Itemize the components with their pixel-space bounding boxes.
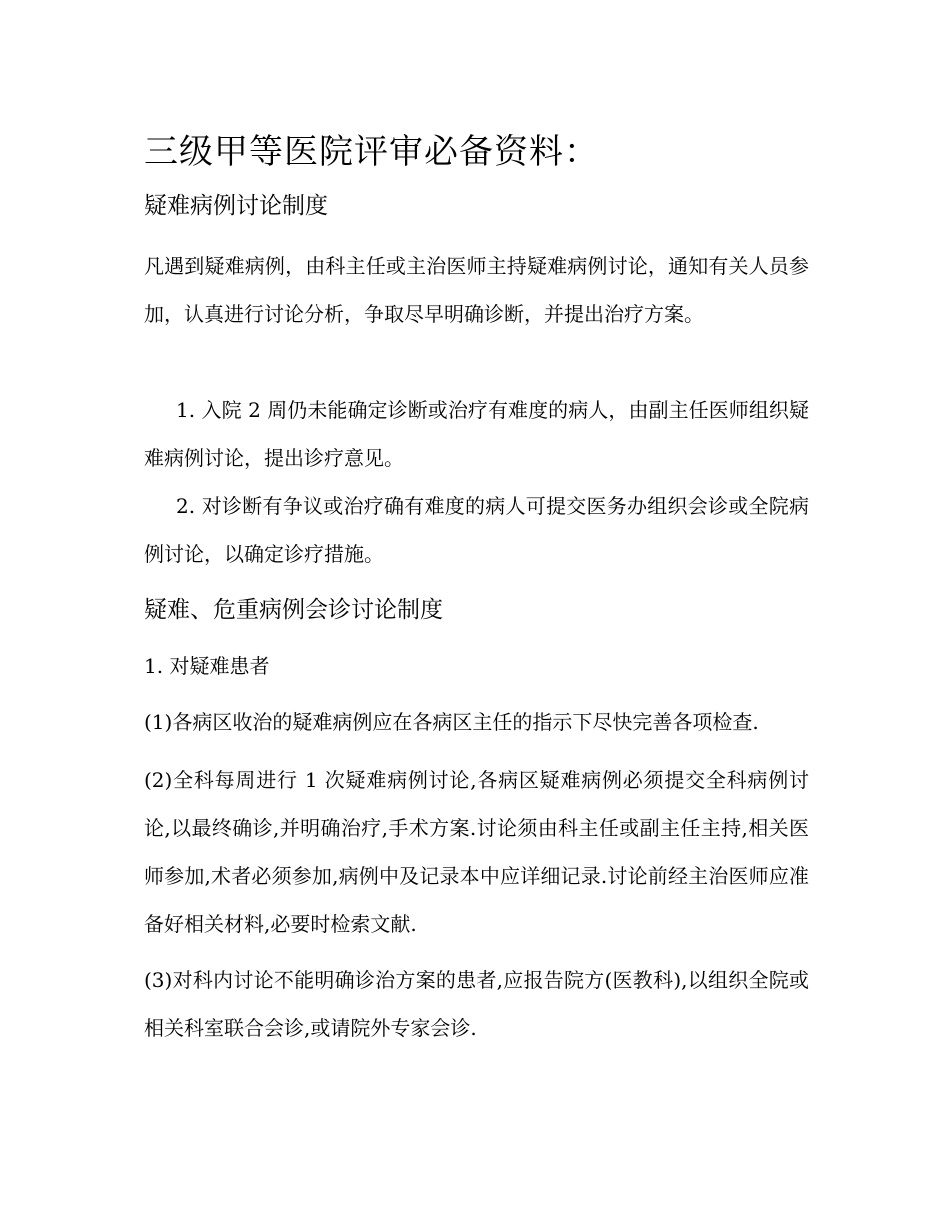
subheading-difficult-patients: 1. 对疑难患者 (144, 654, 270, 678)
paragraph-1: (1)各病区收治的疑难病例应在各病区主任的指示下尽快完善各项检查. (144, 710, 759, 734)
paragraph-3: (3)对科内讨论不能明确诊治方案的患者,应报告院方(医教科),以组织全院或相关科室联合会诊,或请院外专家会诊. (144, 968, 809, 1040)
document-title: 三级甲等医院评审必备资料： (144, 132, 599, 172)
section-heading-difficult-case-discussion: 疑难病例讨论制度 (144, 193, 328, 219)
paragraph-2: (2)全科每周进行 1 次疑难病例讨论,各病区疑难病例必须提交全科病例讨论,以最终确诊,并明确治疗,手术方案.讨论须由科主任或副主任主持,相关医师参加,术者必须参加,病例中及记录本中应详细记录.讨论前经主治医师应准备好相关材料,必要时检索文献. (144, 768, 809, 936)
list-item-1: 1. 入院 2 周仍未能确定诊断或治疗有难度的病人，由副主任医师组织疑难病例讨论，提出诊疗意见。 (144, 398, 809, 470)
section-heading-critical-case-consultation: 疑难、危重病例会诊讨论制度 (144, 597, 443, 623)
list-item-2: 2. 对诊断有争议或治疗确有难度的病人可提交医务办组织会诊或全院病例讨论，以确定诊疗措施。 (144, 494, 809, 566)
intro-paragraph: 凡遇到疑难病例，由科主任或主治医师主持疑难病例讨论，通知有关人员参加，认真进行讨论分析，争取尽早明确诊断，并提出治疗方案。 (144, 254, 809, 326)
